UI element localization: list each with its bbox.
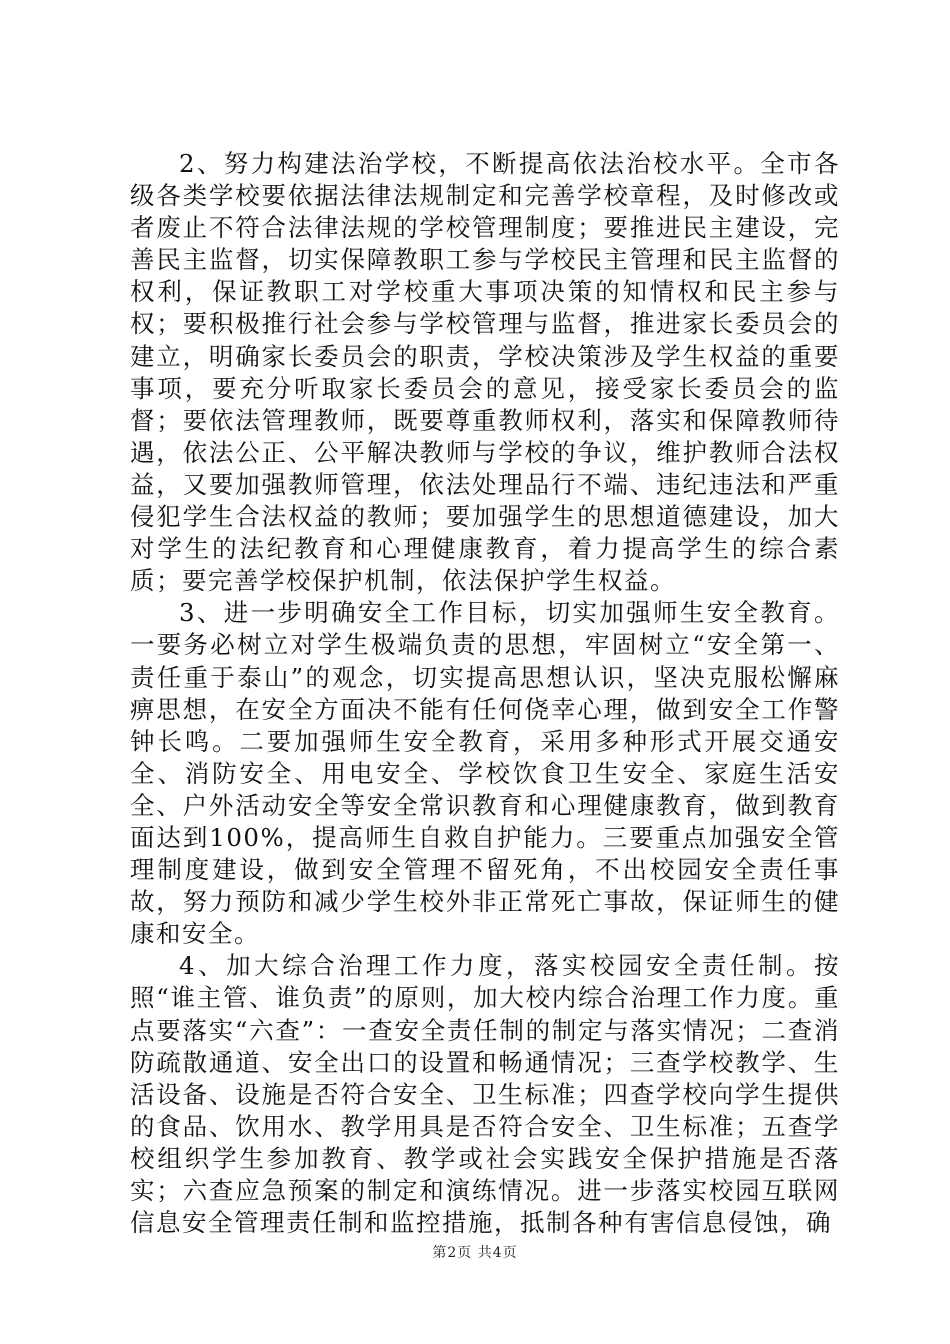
document-body [130,148,840,1239]
page-number-footer: 第2页 共4页 [432,1245,518,1261]
paragraph-2: 2、努力构建法治学校，不断提高依法治校水平。全市各级各类学校要依据法律法规制定和完善学校章程，及时修改或者废止不符合法律法规的学校管理制度；要推进民主建设，完善民主监督，切实保障教职工参与学校民主管理和民主监督的权利，保证教职工对学校重大事项决策的知情权和民主参与权；要积极推行社会参与学校管理与监督，推进家长委员会的建立，明确家长委员会的职责，学校决策涉及学生权益的重要事项，要充分听取家长委员会的意见，接受家长委员会的监督；要依法管理教师，既要尊重教师权利，落实和保障教师待遇，依法公正、公平解决教师与学校的争议，维护教师合法权益，又要加强教师管理，依法处理品行不端、违纪违法和严重侵犯学生合法权益的教师；要加强学生的思想道德建设，加大对学生的法纪教育和心理健康教育，着力提高学生的综合素质；要完善学校保护机制，依法保护学生权益。 [130,149,840,596]
paragraph-3: 3、进一步明确安全工作目标，切实加强师生安全教育。一要务必树立对学生极端负责的思想，牢固树立“安全第一、责任重于泰山”的观念，切实提高思想认识，坚决克服松懈麻痹思想，在安全方面决不能有任何侥幸心理，做到安全工作警钟长鸣。二要加强师生安全教育，采用多种形式开展交通安全、消防安全、用电安全、学校饮食卫生安全、家庭生活安全、户外活动安全等安全常识教育和心理健康教育，做到教育面达到100%，提高师生自救自护能力。三要重点加强安全管理制度建设，做到安全管理不留死角，不出校园安全责任事故，努力预防和减少学生校外非正常死亡事故，保证师生的健康和安全。 [130,598,840,949]
paragraph-4: 4、加大综合治理工作力度，落实校园安全责任制。按照“谁主管、谁负责”的原则，加大校内综合治理工作力度。重点要落实“六查”：一查安全责任制的制定与落实情况；二查消防疏散通道、安全出口的设置和畅通情况；三查学校教学、生活设备、设施是否符合安全、卫生标准；四查学校向学生提供的食品、饮用水、教学用具是否符合安全、卫生标准；五查学校组织学生参加教育、教学或社会实践安全保护措施是否落实；六查应急预案的制定和演练情况。进一步落实校园互联网信息安全管理责任制和监控措施，抵制各种有害信息侵蚀，确 [130,951,840,1238]
